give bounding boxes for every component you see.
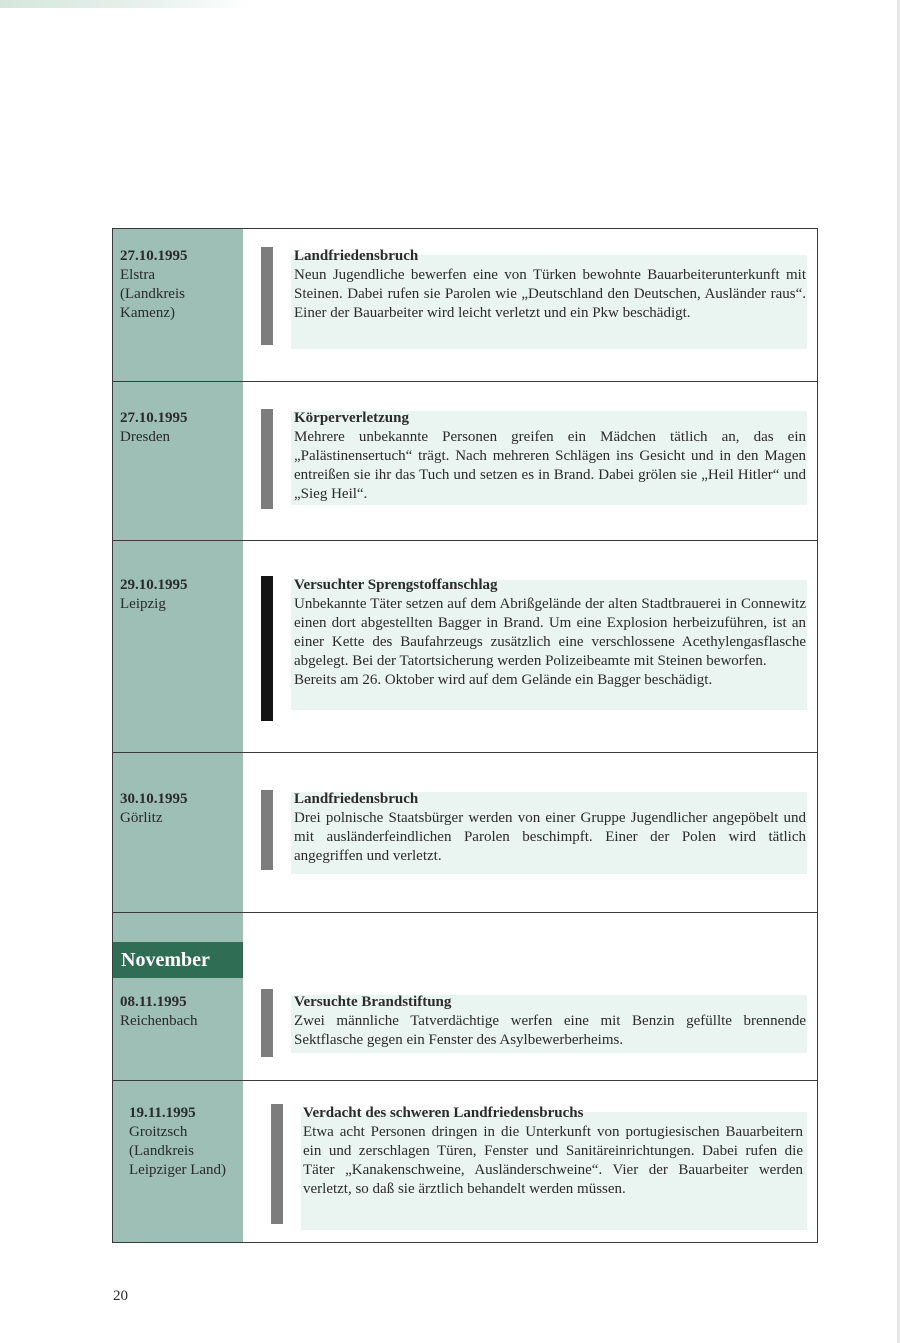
entry-location: Leipzig	[120, 596, 166, 612]
entry-date: 27.10.1995	[120, 410, 188, 426]
entry-location: Görlitz	[120, 810, 163, 826]
entry-location: Reichenbach	[120, 1013, 198, 1029]
entry-meta	[120, 790, 240, 828]
entry-meta	[120, 993, 240, 1031]
marker-bar	[261, 989, 273, 1057]
entry-text: Drei polnische Staatsbürger werden von einer Gruppe Jugendlicher angepöbelt und mit ausländerfeindlichen Parolen beschimpft. Einer der Polen wird tätlich angegriffen und verletzt.	[294, 810, 806, 864]
entry-body	[294, 247, 806, 323]
row-divider	[113, 540, 817, 541]
entry-date: 29.10.1995	[120, 577, 188, 593]
entry-body	[294, 576, 806, 690]
entry-text: Etwa acht Personen dringen in die Unterkunft von portugiesischen Bauarbeitern ein und zerschlagen Türen, Fenster und Sanitäreinrichtungen. Dabei rufen die Täter „Kanakenschweine, Ausländerschweine“. Vier der Bauarbeiter werden verletzt, so daß sie ärztlich behandelt werden müssen.	[303, 1124, 803, 1197]
row-divider	[113, 912, 817, 913]
marker-bar	[261, 790, 273, 870]
entry-location: Elstra (Landkreis Kamenz)	[120, 267, 185, 321]
entry-location: Dresden	[120, 429, 170, 445]
marker-bar	[261, 409, 273, 509]
row-divider	[113, 381, 817, 382]
marker-bar	[261, 247, 273, 345]
month-header: November	[113, 942, 243, 978]
entry-date: 08.11.1995	[120, 994, 187, 1010]
entry-meta	[120, 247, 240, 323]
row-divider	[113, 752, 817, 753]
entry-title: Landfriedensbruch	[294, 791, 419, 807]
entry-date: 27.10.1995	[120, 248, 188, 264]
entry-text: Neun Jugendliche bewerfen eine von Türken bewohnte Bauarbeiterunterkunft mit Steinen. Dabei rufen sie Parolen wie „Deutschland den Deutschen, Ausländer raus“. Einer der Bauarbeiter wird leicht verletzt und ein Pkw beschädigt.	[294, 267, 806, 321]
entry-title: Verdacht des schweren Landfriedensbruchs	[303, 1105, 584, 1121]
marker-bar	[261, 576, 273, 721]
entry-title: Versuchter Sprengstoffanschlag	[294, 577, 498, 593]
entry-date: 30.10.1995	[120, 791, 188, 807]
entry-meta	[120, 576, 240, 614]
entry-text: Mehrere unbekannte Personen greifen ein Mädchen tätlich an, das ein „Palästinensertuch“ trägt. Nach mehreren Schlägen ins Gesicht und in den Magen entreißen sie ihr das Tuch und setzen es in Brand. Dabei grölen sie „Heil Hitler“ und „Sieg Heil“.	[294, 429, 806, 502]
entry-body	[294, 409, 806, 504]
entry-meta	[120, 409, 240, 447]
entry-text: Unbekannte Täter setzen auf dem Abrißgelände der alten Stadtbrauerei in Connewitz einen dort abgestellten Bagger in Brand. Um eine Explosion herbeizuführen, ist an einer Kette des Baufahrzeugs zusätzlich eine verschlossene Acethylengasflasche abgelegt. Bei der Tatortsicherung werden Polizeibeamte mit Steinen beworfen.	[294, 596, 806, 669]
entry-date: 19.11.1995	[129, 1105, 196, 1121]
chronology-table	[112, 228, 818, 1243]
entry-meta	[129, 1104, 249, 1180]
entry-title: Versuchte Brandstiftung	[294, 994, 452, 1010]
entry-title: Landfriedensbruch	[294, 248, 419, 264]
page-number: 20	[113, 1288, 128, 1304]
marker-bar	[271, 1104, 283, 1224]
entry-text-note: Bereits am 26. Oktober wird auf dem Gelände ein Bagger beschädigt.	[294, 672, 713, 688]
entry-body	[294, 790, 806, 866]
entry-title: Körperverletzung	[294, 410, 409, 426]
entry-location: Groitzsch (Landkreis Leipziger Land)	[129, 1124, 227, 1178]
scan-artifact	[0, 0, 250, 8]
entry-body	[294, 993, 806, 1050]
entry-text: Zwei männliche Tatverdächtige werfen eine mit Benzin gefüllte brennende Sektflasche gegen ein Fenster des Asylbewerberheims.	[294, 1013, 806, 1048]
entry-body	[303, 1104, 803, 1199]
row-divider	[113, 1080, 817, 1081]
